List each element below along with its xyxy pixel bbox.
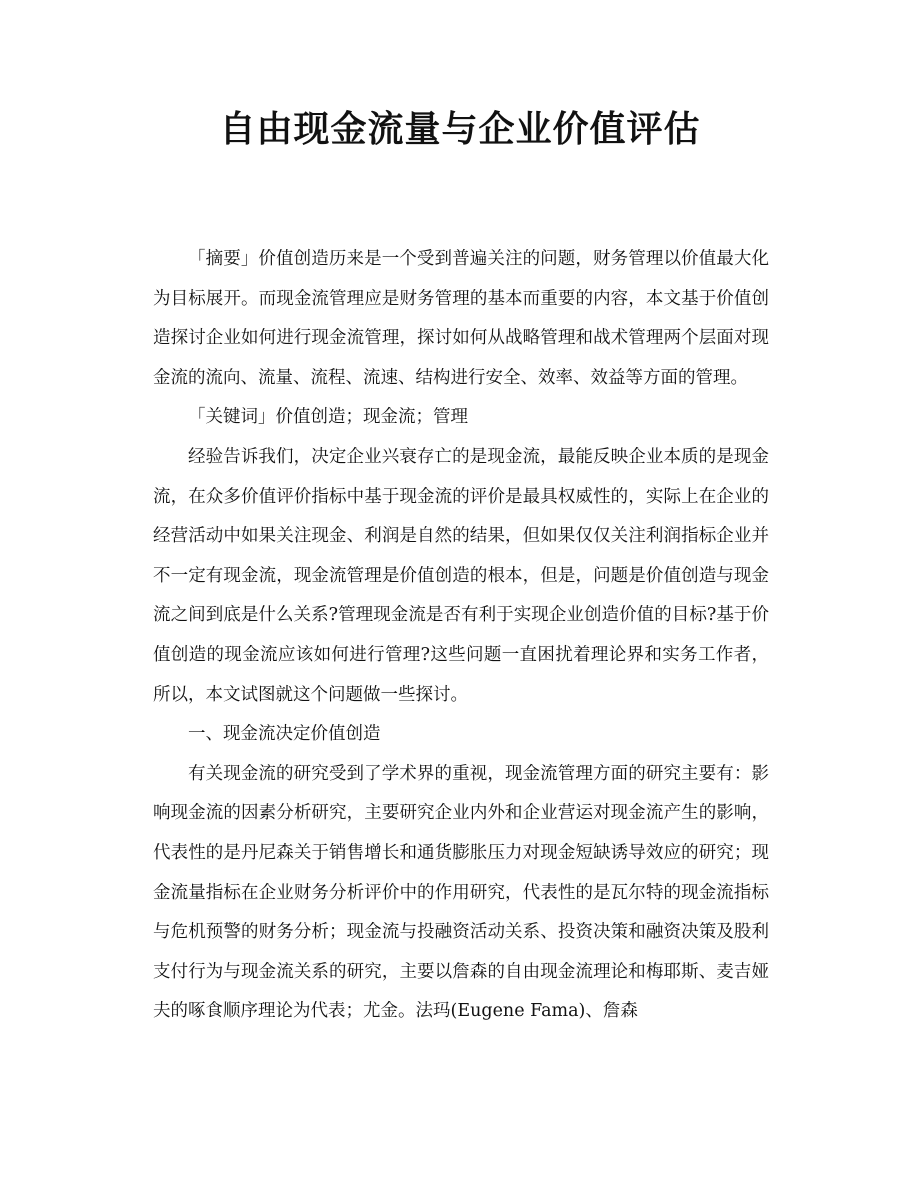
section-heading: 一、现金流决定价值创造 (188, 724, 381, 745)
document-body (153, 240, 769, 1032)
document-title: 自由现金流量与企业价值评估 (219, 109, 701, 150)
intro-paragraph: 经验告诉我们，决定企业兴衰存亡的是现金流，最能反映企业本质的是现金流，在众多价值评价指标中基于现金流的评价是最具权威性的，实际上在企业的经营活动中如果关注现金、利润是自然的结果，但如果仅仅关注利润指标企业并不一定有现金流，现金流管理是价值创造的根本，但是，问题是价值创造与现金流之间到底是什么关系?管理现金流是否有利于实现企业创造价值的目标?基于价值创造的现金流应该如何进行管理?这些问题一直困扰着理论界和实务工作者，所以，本文试图就这个问题做一些探讨。 (153, 446, 769, 705)
research-paragraph: 有关现金流的研究受到了学术界的重视，现金流管理方面的研究主要有：影响现金流的因素分析研究，主要研究企业内外和企业营运对现金流产生的影响，代表性的是丹尼森关于销售增长和通货膨胀压力对现金短缺诱导效应的研究；现金流量指标在企业财务分析评价中的作用研究，代表性的是瓦尔特的现金流指标与危机预警的财务分析；现金流与投融资活动关系、投资决策和融资决策及股利支付行为与现金流关系的研究，主要以詹森的自由现金流理论和梅耶斯、麦吉娅夫的啄食顺序理论为代表；尤金。法玛(Eugene Fama)、詹森 (153, 763, 769, 1022)
keywords-paragraph: 「关键词」价值创造；现金流；管理 (188, 407, 468, 428)
abstract-paragraph: 「摘要」价值创造历来是一个受到普遍关注的问题，财务管理以价值最大化为目标展开。而现金流管理应是财务管理的基本而重要的内容，本文基于价值创造探讨企业如何进行现金流管理，探讨如何从战略管理和战术管理两个层面对现金流的流向、流量、流程、流速、结构进行安全、效率、效益等方面的管理。 (153, 249, 769, 388)
